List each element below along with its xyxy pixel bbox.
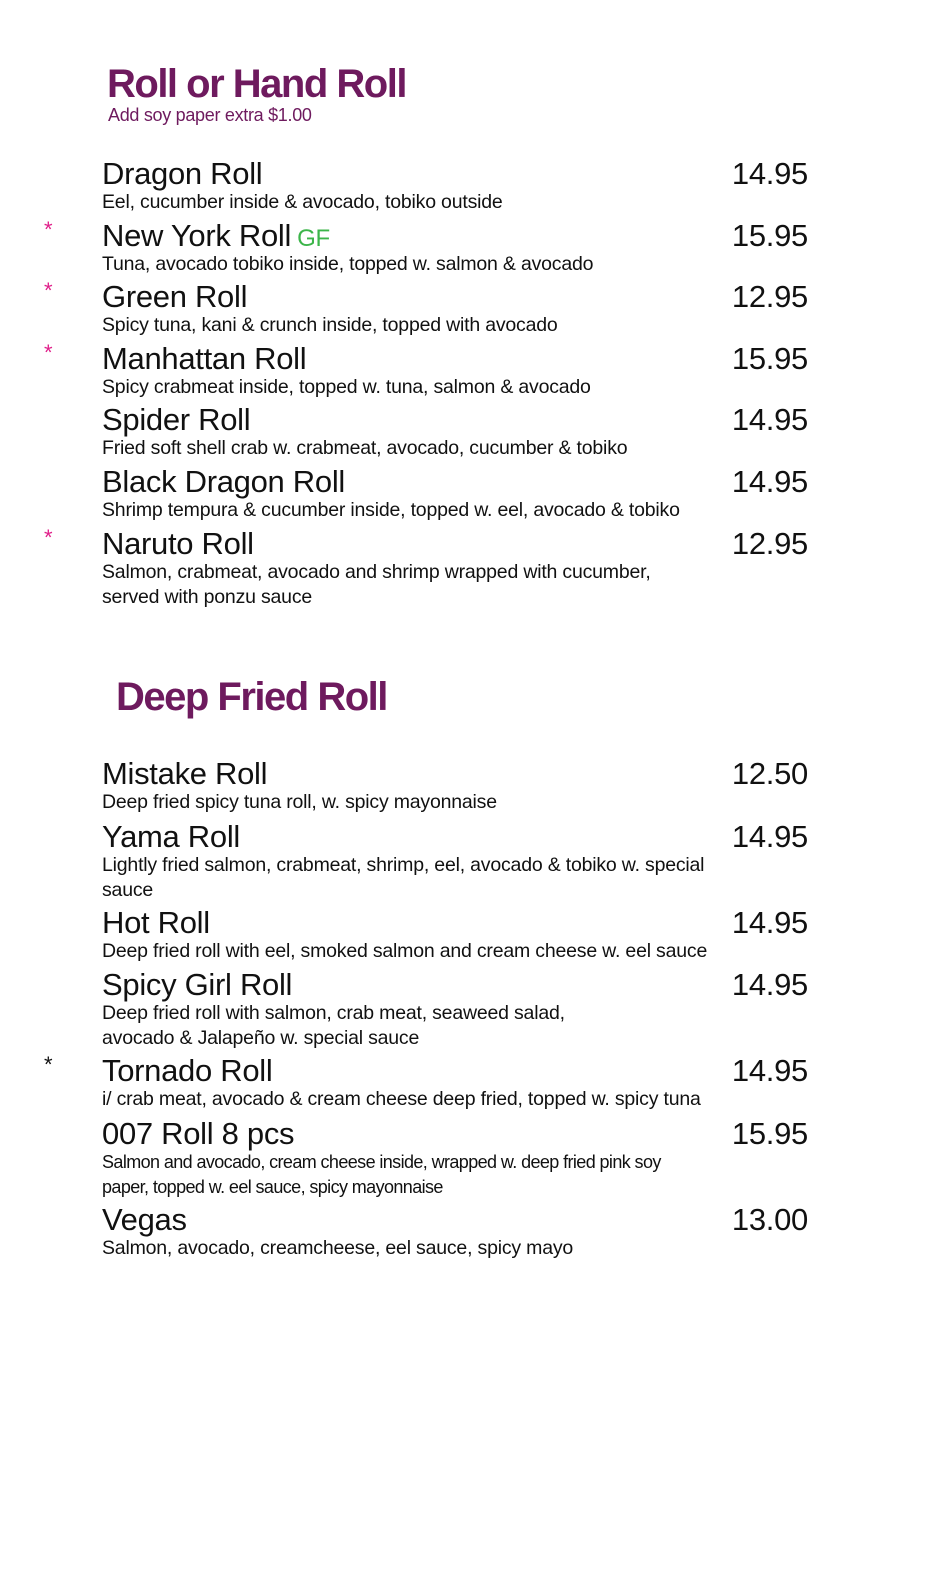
item-price: 12.95 (731, 279, 808, 314)
item-name-text: Manhattan Roll (102, 341, 307, 376)
item-name (102, 219, 330, 256)
item-name (102, 157, 268, 194)
item-description: Deep fried roll with eel, smoked salmon and cream cheese w. eel sauce (102, 940, 708, 962)
item-name (102, 1117, 294, 1151)
item-description: Lightly fried salmon, crabmeat, shrimp, eel, avocado & tobiko w. special sauce (102, 854, 705, 901)
item-description: Deep fried roll with salmon, crab meat, seaweed salad, avocado & Jalapeño w. special sauce (102, 1002, 565, 1049)
item-description: Deep fried spicy tuna roll, w. spicy mayonnaise (102, 791, 497, 813)
star-marker: * (44, 340, 53, 365)
item-name-text: Hot Roll (102, 905, 210, 940)
item-price: 14.95 (731, 402, 808, 437)
item-price: 14.95 (731, 967, 808, 1002)
item-name-text: Green Roll (102, 279, 248, 314)
item-name (102, 465, 351, 502)
item-description: Spicy crabmeat inside, topped w. tuna, salmon & avocado (102, 376, 591, 398)
star-marker: * (44, 278, 53, 303)
item-name-text: Spider Roll (102, 402, 251, 437)
item-name (102, 1203, 187, 1237)
star-marker: * (44, 217, 53, 242)
item-name (102, 820, 240, 854)
item-description: Eel, cucumber inside & avocado, tobiko outside (102, 191, 503, 213)
item-description: Salmon, crabmeat, avocado and shrimp wrapped with cucumber, served with ponzu sauce (102, 561, 651, 608)
item-price: 14.95 (731, 156, 808, 191)
item-price: 13.00 (731, 1202, 808, 1237)
section-title: Deep Fried Roll (116, 675, 387, 719)
item-name-text: Black Dragon Roll (102, 464, 346, 499)
item-description: i/ crab meat, avocado & cream cheese deep fried, topped w. spicy tuna (102, 1088, 701, 1110)
item-name (102, 342, 312, 379)
item-name (102, 403, 256, 440)
item-price: 15.95 (731, 1116, 808, 1151)
item-description: Shrimp tempura & cucumber inside, topped w. eel, avocado & tobiko (102, 499, 680, 521)
item-name-text: Mistake Roll (102, 756, 268, 791)
item-name-text: Naruto Roll (102, 526, 254, 561)
star-marker: * (44, 525, 53, 550)
item-description: Fried soft shell crab w. crabmeat, avocado, cucumber & tobiko (102, 437, 628, 459)
item-description: Salmon and avocado, cream cheese inside, wrapped w. deep fried pink soy paper, topped w. eel sauce, spicy mayonnaise (102, 1152, 661, 1197)
item-name (102, 968, 292, 1002)
item-price: 14.95 (731, 464, 808, 499)
item-description: Spicy tuna, kani & crunch inside, topped with avocado (102, 314, 558, 336)
item-name (102, 527, 260, 564)
gf-tag: GF (297, 225, 330, 252)
item-price: 12.50 (731, 756, 808, 791)
item-price: 15.95 (731, 218, 808, 253)
item-name-text: Dragon Roll (102, 156, 263, 191)
item-name (102, 280, 253, 317)
item-name-text: Vegas (102, 1202, 187, 1237)
item-description: Tuna, avocado tobiko inside, topped w. salmon & avocado (102, 253, 594, 275)
item-name (102, 1054, 272, 1088)
item-name-text: 007 Roll 8 pcs (102, 1116, 295, 1151)
item-name-text: New York Roll (102, 218, 292, 253)
item-price: 14.95 (731, 905, 808, 940)
item-description: Salmon, avocado, creamcheese, eel sauce, spicy mayo (102, 1237, 574, 1259)
item-name-text: Yama Roll (102, 819, 240, 854)
section-title: Roll or Hand Roll (107, 62, 406, 106)
item-price: 15.95 (731, 341, 808, 376)
section-subtitle: Add soy paper extra $1.00 (108, 105, 312, 125)
item-name (102, 906, 210, 940)
item-price: 12.95 (731, 526, 808, 561)
item-name (102, 757, 267, 791)
item-name-text: Spicy Girl Roll (102, 967, 293, 1002)
item-name-text: Tornado Roll (102, 1053, 273, 1088)
item-price: 14.95 (731, 1053, 808, 1088)
item-price: 14.95 (731, 819, 808, 854)
star-marker: * (44, 1052, 53, 1077)
